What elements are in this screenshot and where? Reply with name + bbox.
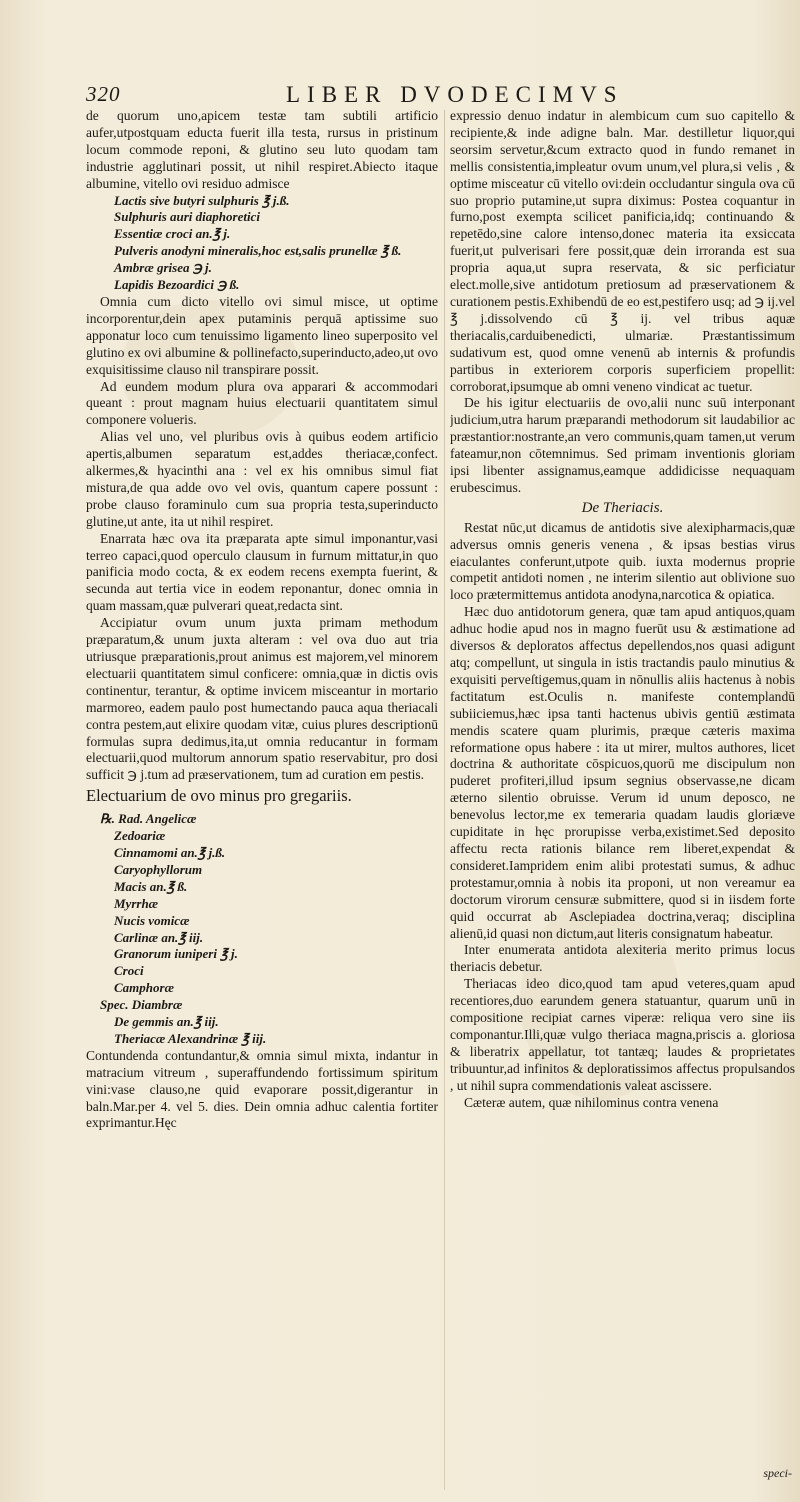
- left-column: [86, 108, 438, 1480]
- recipe-item: ℞. Rad. Angelicæ: [100, 811, 197, 827]
- paragraph: Omnia cum dicto vitello ovi simul misce, ut optime incorporentur,dein apex putaminis perquā aptissime suo apponatur loco cum tenuissimo ligamento lineo superposito vel glutino ex ovi albumine & pollinefacto,superinducto,adeo,ut ovo exquisitissime clauso nil transpirare possit.: [86, 293, 438, 377]
- recipe-item: Theriacæ Alexandrinæ ℥ iij.: [114, 1030, 267, 1046]
- recipe-item: De gemmis an.℥ iij.: [114, 1014, 219, 1030]
- paragraph: Restat nūc,ut dicamus de antidotis sive alexipharmacis,quæ adversus omnis generis venena , & ipsas bestias virus eiaculantes conferunt,utpote quib. iuxta modernus proprie competit antidoti nomen , ne interim silentio aut oblivione suo loco prætermittemus antidota anodyna,narcotica & opiatica.: [450, 519, 795, 603]
- recipe-item: Croci: [114, 963, 144, 979]
- running-title: LIBER DVODECIMVS: [286, 82, 624, 107]
- page-header: [86, 82, 786, 110]
- recipe-item: Macis an.℥ ß.: [114, 878, 188, 894]
- paragraph: De his igitur electuariis de ovo,alii nunc suū interponant judicium,utra harum præparandi methodorum sit laudabilior ac præstantior:nostrante,an vero communis,quam tamen,ut verum fateamur,non cōtemnimus. Sed primam inventionis gloriam ipsi libenter assignamus,eamque addidicisse nequaquam erubescimus.: [450, 395, 795, 495]
- paragraph: Ad eundem modum plura ova apparari & accommodari queant : prout magnam huius electuarii quantitatem simul componere volueris.: [86, 378, 438, 428]
- paragraph: Hæc duo antidotorum genera, quæ tam apud antiquos,quam adhuc hodie apud nos in magno fuerūt usu & æstimatione ad diversos & deploratos affectus depellendos,nos quasi adigunt atq; compellunt, ut singula in istis tractandis paulo minutius & exquisiti perveſtigemus,quam in nōnullis aliis hactenus à nobis factitatum est.Oculis n. manifeste contemplandū subiiciemus,hæc ipsa tanti hactenus ubivis gentiū æstimata mendis scatere quam plurimis, præque cæteris maxima reformatione opus habere : ita ut mirer, multos authores, licet doctrina & authoritate cōspicuos,quorū me discipulum non puderet profiteri,illud ipsum segnius observasse,ne dicam æterno silentio obruisse. Verum id unum deposco, ne benevolus lector,me ex temeraria quadam laudis gloriæve cupiditate in hęc prorupisse verba,existimet.Sed deposito affectu recta rationis bilance rem liberet,expendat & consideret.Iampridem enim alibi protestati sumus, & adhuc protestamur,omnia à nobis ita proponi, ut non vereamur ea doctorum virorum censuræ submittere, quod si in iisdem forte quid occurrat ab Asclepiadea doctrina,veraq; disciplina alienū,id quasi non dictum,aut literis consignatum habeatur.: [450, 604, 795, 941]
- recipe-item: Pulveris anodyni mineralis,hoc est,salis prunellæ ℥ ß.: [114, 243, 402, 259]
- recipe-item: Spec. Diambræ: [100, 997, 183, 1013]
- recipe-item: Cinnamomi an.℥ j.ß.: [114, 844, 226, 860]
- paragraph: Alias vel uno, vel pluribus ovis à quibus eodem artificio apertis,albumen separatum est,addes theriacæ,confect. alkermes,& hyacinthi ana : vel ex his omnibus simul fiat mistura,de qua adde ovo vel ovis, quantum capere possunt : probe clauso foraminulo cum sua propria testa,superinducto glutine,ut ante, ita ut nihil respiret.: [86, 429, 438, 529]
- right-column: [450, 108, 795, 1480]
- paragraph: Enarrata hæc ova ita præparata apte simul imponantur,vasi terreo capaci,quod operculo clausum in furnum mittatur,in quo panificia modo cocta, & ex eodem recens exempta fuerint, & secunda aut tertia vice in eodem reponantur, donec omnia in quam massam,quæ pulverari queat,redacta sint.: [86, 530, 438, 614]
- recipe-list: [86, 811, 438, 1048]
- section-heading: Electuarium de ovo minus pro gregariis.: [86, 786, 352, 806]
- catchword: speci-: [763, 1466, 792, 1480]
- recipe-item: Ambræ grisea ℈ j.: [114, 260, 212, 276]
- column-rule: [444, 110, 445, 1490]
- paragraph: Theriacas ideo dico,quod tam apud veteres,quam apud recentiores,duo earundem genera statuantur, quarum unū in compositione recipiat carnes viperæ: reliqua vero sine iis componantur.Illi,quæ vulgo theriaca magna,priscis a. gloriosa & liberatrix appellatur, tot tantæq; laudes & proprietates tribuuntur,ad infinitos & deploratissimos affectus propulsandos , ut nihil supra commendationis valeat ascissere.: [450, 976, 795, 1093]
- recipe-item: Caryophyllorum: [114, 861, 203, 877]
- recipe-item: Camphoræ: [114, 980, 174, 996]
- page-number: 320: [86, 82, 121, 106]
- paragraph: Inter enumerata antidota alexiteria merito primus locus theriacis debetur.: [450, 942, 795, 975]
- paragraph: Contundenda contundantur,& omnia simul mixta, indantur in matracium vitreum , superaffundendo fortissimum spiritum vini:vase clauso,ne quid evaporare possit,digerantur in baln.Mar.per 4. vel 5. dies. Dein omnia adhuc calentia fortiter exprimantur.Hęc: [86, 1047, 438, 1131]
- paragraph: Cæteræ autem, quæ nihilominus contra venena: [464, 1094, 719, 1110]
- recipe-item: Sulphuris auri diaphoretici: [114, 209, 260, 225]
- recipe-item: Lactis sive butyri sulphuris ℥ j.ß.: [114, 192, 290, 208]
- recipe-item: Nucis vomicæ: [114, 912, 190, 928]
- recipe-item: Zedoariæ: [114, 828, 166, 844]
- paragraph: de quorum uno,apicem testæ tam subtili artificio aufer,utpostquam educta fuerit illa testa, rursus in pristinum locum commode reponi, & glutino seu luto quodam tam industrie agglutinari possit, ut nihil respiret.Abiecto itaque albumine, vitello ovi residuo admisce: [86, 108, 438, 191]
- recipe-item: Carlinæ an.℥ iij.: [114, 929, 204, 945]
- paragraph: expressio denuo indatur in alembicum cum suo capitello & recipiente,& inde adigne baln. Mar. destilletur liquor,qui seorsim servetur,&cum extracto quod in fundo remanet in mellis consistentia,impleatur ovum unum,vel plura,si velis , & optime misceatur cū vitello ovi:dein occludantur singula ova cū suo proprio putamine,ut supra diximus: Postea coquantur in furno,post exempta scilicet panificia,idq; continuando & repetēdo,sine calore intenso,donec materia ita exsiccata fuerit,ut pulverisari fere possit,quæ dein irroranda est sua propria aqua,ut supra reservata, & sic perficiatur elect.molle,sive antidotum pretiosum ad præservationem & curationem pestis.Exhibendū de eo est,pestifero usq; ad ℈ ij.vel ℥ j.dissolvendo cū ℥ ij. vel tribus aquæ theriacalis,carduibenedicti, ulmariæ. Præstantissimum sudativum est, quod omne venenū ab internis & profundis partibus in exteriorem corporis superficiem propellit: corroborat,ipsumque ab omni veneno vindicat ac tuetur.: [450, 108, 795, 394]
- recipe-item: Granorum iuniperi ℥ j.: [114, 946, 238, 962]
- recipe-item: Myrrhæ: [114, 895, 159, 911]
- recipe-item: Lapidis Bezoardici ℈ ß.: [114, 277, 240, 293]
- recipe-list: [86, 193, 438, 294]
- recipe-item: Essentiæ croci an.℥ j.: [114, 226, 231, 242]
- section-heading: De Theriacis.: [581, 499, 664, 516]
- paragraph: Accipiatur ovum unum juxta primam methodum præparatum,& unum juxta alteram : vel ova duo aut tria utriusque præparationis,prout animus est majorem,vel minorem electuarii quantitatem simul conficere: omnia,quæ in dictis ovis continentur, terantur, & optime invicem misceantur in mortario marmoreo, eadem paulo post humectando pauca aqua theriacali contra pestem,aut elixire quodam vitæ, cuius plures descriptionū formulas supra dedimus,ita,ut omnia reducantur in formam electuarii,quod multorum annorum spatio reservabitur, pro dosi sufficit ℈ j.tum ad præservationem, tum ad curation em pestis.: [86, 615, 438, 783]
